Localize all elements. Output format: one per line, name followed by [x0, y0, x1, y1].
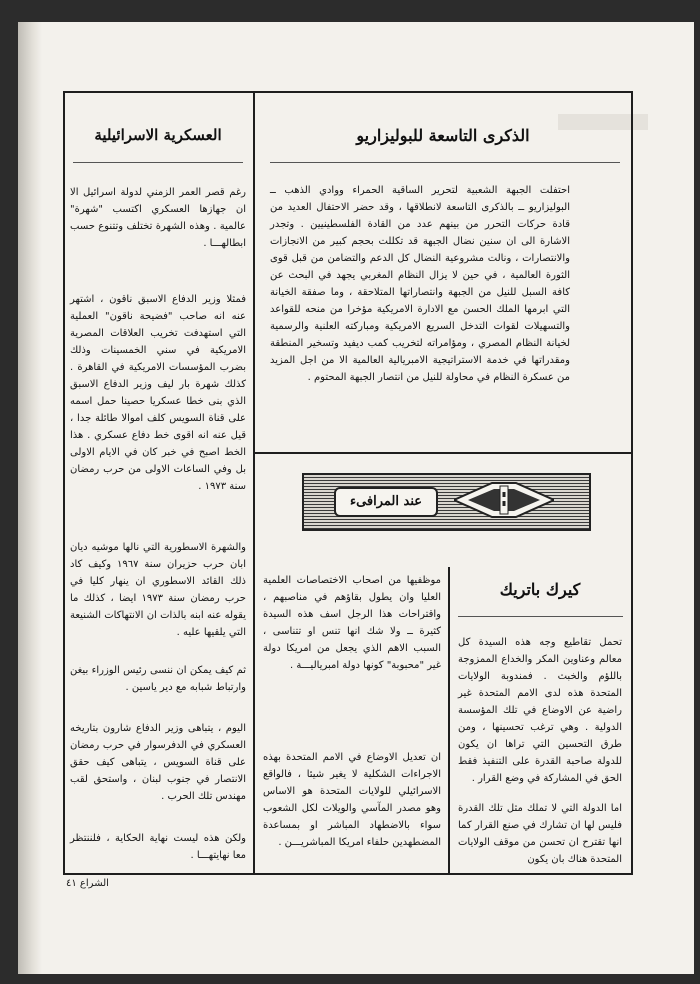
page-footer: الشراع ٤١ — [66, 878, 109, 889]
ship-emblem-icon — [454, 481, 554, 519]
left-title-rule — [73, 162, 243, 163]
left-paragraph-6: ولكن هذه ليست نهاية الحكاية ، فلننتظر معا نهايتهـــا . — [70, 833, 246, 861]
left-column-title: العسكرية الاسرائيلية — [94, 126, 222, 144]
left-paragraph-3: والشهرة الاسطورية التي نالها موشيه ديان ابان حرب حزيران سنة ١٩٦٧ وكيف كاد ذلك القائد الاسطوري ان ينهار كليا في حرب رمضان سنة ١٩٧٣ ايضا ، كذلك ما يقوله عنه ابنه بالذات ان الانتهاكات الشنيعة التي يلقيها عليه . — [70, 542, 246, 638]
column-divider-lower — [448, 567, 450, 875]
kirkpatrick-paragraph-1: تحمل تقاطيع وجه هذه السيدة كل معالم وعناوين المكر والخداع الممزوجة باللؤم والخبث . فمندوبة الولايات المتحدة هذه لدى الامم المتحدة غير راضية عن الاوضاع في تلك المؤسسة الدولية . وهي ترغب تحسينها ، ومن طرق التحسين التي تراها ان يكون للدولة صاحبة القدرة على التنفيذ فقط الحق في المشاركة في وضع القرار . — [458, 637, 622, 784]
frame-left-line — [63, 91, 65, 875]
banner-label: عند المرافىء — [334, 487, 438, 517]
frame-bottom-line — [63, 873, 633, 875]
kirkpatrick-title-rule — [458, 616, 623, 617]
kirkpatrick-article-title: كيرك باتريك — [499, 580, 581, 599]
polisario-title-rule — [270, 162, 620, 163]
kirkpatrick-paragraph-2: اما الدولة التي لا تملك مثل تلك القدرة فليس لها ان تشارك في صنع القرار كما انها تقترح ان تحسن من موقف الولايات المتحدة هناك بان يكون — [458, 803, 622, 865]
left-paragraph-1: رغم قصر العمر الزمني لدولة اسرائيل الا ان جهازها العسكري اكتسب "شهرة" عالمية . وهذه الشهرة تختلف وتتنوع حسب ابطالهـــا . — [70, 187, 246, 249]
left-paragraph-2: فمثلا وزير الدفاع الاسبق ناقون ، اشتهر عنه انه صاحب "فضيحة ناقون" العملية التي استهدفت تخريب العلاقات المصرية الامريكية في سني الخمسينات وذلك بضرب المؤسسات الامريكية في القاهرة . كذلك شهرة بار ليف وزير الدفاع الاسبق الذي بنى خطا عسكريا حصينا حمل اسمه على قناة السويس كلف اموالا طائلة جدا ، قيل عنه انه اقوى خط دفاع عسكري . هذا الخط اصبح في خبر كان في الايام الاولى بل وفي الساعات الاولى من حرب رمضان سنة ١٩٧٣ . — [70, 294, 246, 492]
left-paragraph-4: ثم كيف يمكن ان ننسى رئيس الوزراء بيغن وارتباط شبابه مع دير ياسين . — [70, 665, 246, 693]
section-divider-top — [255, 452, 633, 454]
at-the-ports-banner — [302, 473, 591, 531]
page-spine-shadow — [18, 22, 42, 974]
polisario-article-title: الذكرى التاسعة للبوليزاريو — [356, 126, 530, 145]
frame-top-line — [63, 91, 633, 93]
magazine-page — [18, 22, 694, 974]
frame-right-line — [631, 91, 633, 875]
left-paragraph-5: اليوم ، يتباهى وزير الدفاع شارون بتاريخه العسكري في الدفرسوار في حرب رمضان على قناة السويس ، يتباهى كيف حقق الانتصار في جنوب لبنان ، واستحق لقب مهندس تلك الحرب . — [70, 723, 246, 802]
column-divider-main — [253, 91, 255, 875]
middle-paragraph-2: ان تعديل الاوضاع في الامم المتحدة بهذه الاجراءات الشكلية لا يغير شيئا ، فالواقع الاسرائيلي للولايات المتحدة هو الاساس وهو مصدر المآسي والويلات لكل الشعوب سواء بالاضطهاد المباشر او بمساعدة المضطهدين حلفاء امريكا المباشريـــن . — [263, 752, 441, 848]
middle-paragraph-1: موظفيها من اصحاب الاختصاصات العلمية العليا وان يطول بقاؤهم في مناصبهم ، واقتراحات هذا الرجل اسف هذه السيدة كثيرة ــ ولا شك انها تنس او تتناسى ، السبب الاهم الذي يجعل من امريكا دولة غير "محبوبة" كونها دولة امبرياليـــة . — [263, 575, 441, 671]
polisario-article-body: احتفلت الجبهة الشعبية لتحرير الساقية الحمراء ووادي الذهب ــ البوليزاريو ــ بالذكرى التاسعة لانطلاقها ، وقد حضر الاحتفال العديد من قادة حركات التحرر من بينهم عدد من القادة الفلسطينيين . وتجدر الاشارة الى ان سنين نضال الجبهة قد تكللت بحجم كبير من الانجازات والانتصارات ، ونالت مشروعية النضال كل الدعم والتضامن من قبل قوى الثورة العالمية ، في حين لا يزال النظام المغربي يجهد في البحث عن كافة السبل للنيل من الجبهة وانتصاراتها المتلاحقة ، وما صفقة الخيانة التي ابرمها الملك الحسن مع الادارة الامريكية مؤخرا من منحه للقواعد والتسهيلات لقوات التدخل السريع الامريكية ومباركته العلنية والرسمية لخيانة النظام المصري ، ومؤامراته لتخريب كمب ديفيد وتسخير المنطقة ومقدراتها في خدمة الاستراتيجية الامبريالية العالمية الا من اجل المزيد من عسكرة النظام في محاولة للنيل من انتصار الجبهة المحتوم . — [270, 185, 570, 383]
